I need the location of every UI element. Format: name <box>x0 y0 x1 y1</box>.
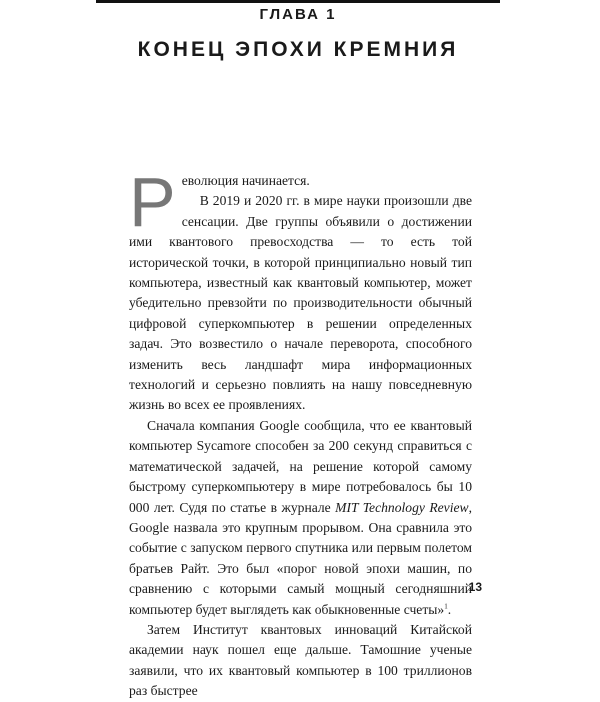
journal-name: MIT Technology Review <box>335 499 469 515</box>
chapter-label: ГЛАВА 1 <box>259 6 337 23</box>
paragraph-2-part-b: , Google назвала это крупным прорывом. Она сравнила это событие с запуском первого спутника или первым полетом братьев Райт. Это был «порог новой эпохи машин, по сравнению с которыми самый мощный сегодняшний компьютер будет выглядеть как обыкновенные счеты» <box>129 499 472 617</box>
paragraph-1: В 2019 и 2020 гг. в мире науки произошли две сенсации. Две группы объявили о достижении ими квантового превосходства — то есть той исторической точки, в которой принципиально новый тип компьютера, известный как квантовый компьютер, может убедительно превзойти по производительности обычный цифровой суперкомпьютер в решении определенных задач. Это возвестило о начале переворота, способного изменить весь ландшафт мира информационных технологий и серьезно повлиять на нашу повседневную жизнь во всех ее проявлениях. <box>129 193 472 413</box>
footnote-marker[interactable]: 1 <box>444 602 448 610</box>
opening-line: еволюция начинается. <box>181 173 310 188</box>
paragraph-opening <box>129 163 472 416</box>
paragraph-3: Затем Институт квантовых инноваций Китайской академии наук пошел еще дальше. Тамошние ученые заявили, что их квантовый компьютер в 100 триллионов раз быстрее <box>129 621 472 699</box>
paragraph-2 <box>129 416 472 620</box>
top-rule <box>96 0 500 3</box>
chapter-title: КОНЕЦ ЭПОХИ КРЕМНИЯ <box>137 38 459 61</box>
paragraph-2-end: . <box>447 601 452 617</box>
page-number: 13 <box>468 580 482 594</box>
drop-cap: Р <box>129 163 176 241</box>
body-text <box>129 163 472 702</box>
paragraph-2-part-a: Сначала компания Google сообщила, что ее квантовый компьютер Sycamore способен за 200 секунд справиться с математической задачей, на решение которой самому быстрому суперкомпьютеру в мире потребовалось бы 10 000 лет. Судя по статье в журнале <box>129 417 472 515</box>
